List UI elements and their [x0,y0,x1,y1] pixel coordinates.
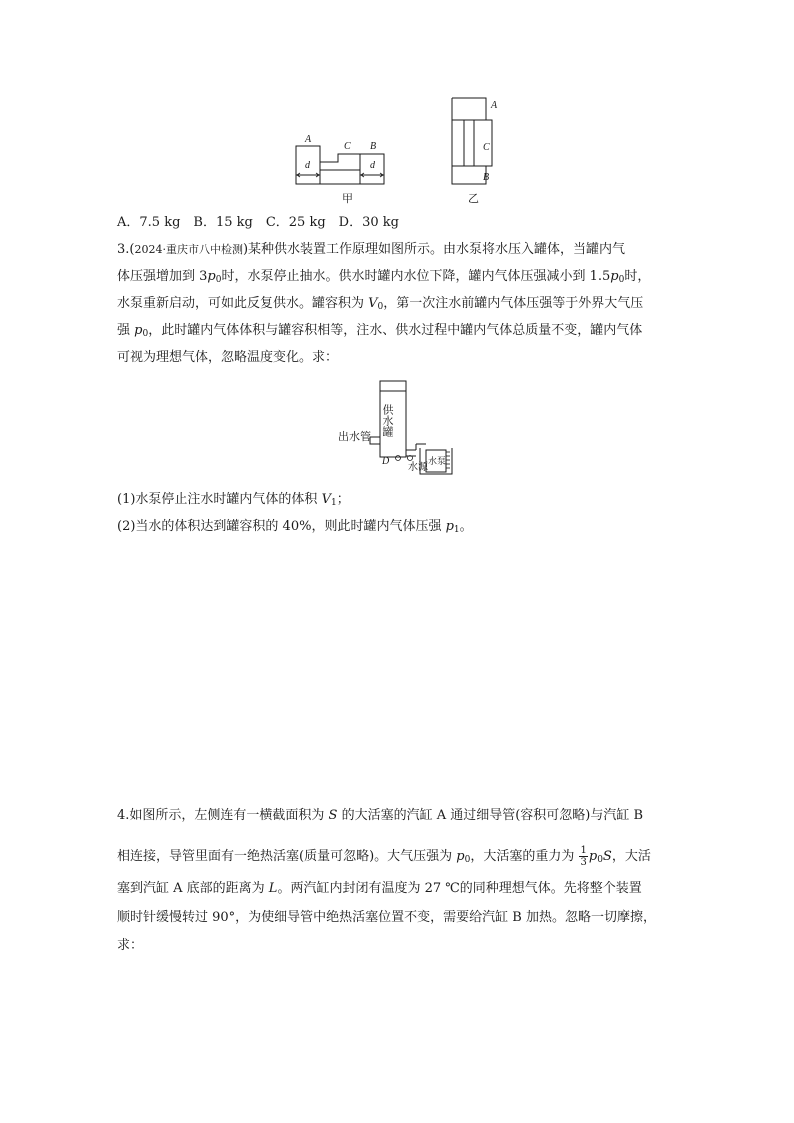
jia-label-a: A [305,134,312,145]
jia-label-b: B [370,141,377,152]
jia-label-d2: d [370,160,375,171]
figure-jia [290,132,400,206]
yi-caption: 乙 [468,193,479,205]
pump-label: 水泵 [428,456,447,466]
q3-line-1: 3.(2024·重庆市八中检测)某种供水装置工作原理如图所示。由水泵将水压入罐体，当罐内气 [117,242,626,257]
q3-line-3: 水泵重新启动，可如此反复供水。罐容积为 $V_0$，第一次注水前罐内气体压强等于外界大气压 [117,296,644,312]
q3-line-4: 强 $p_0$，此时罐内气体体积与罐容积相等，注水、供水过程中罐内气体总质量不变，罐内气体 [117,323,643,339]
q4-line-1: 4.如图所示，左侧连有一横截面积为 S 的大活塞的汽缸 A 通过细导管(容积可忽略)与汽缸 B [117,808,644,823]
yi-label-c: C [483,142,490,153]
source-label: 水源 [408,462,428,473]
q3-sub-2: (2)当水的体积达到罐容积的 40%，则此时罐内气体压强 $p_1$。 [117,519,473,535]
yi-label-a: A [491,100,498,111]
jia-caption: 甲 [342,193,353,205]
figure-yi [446,94,506,206]
jia-label-d1: d [305,160,310,171]
q3-line-5: 可视为理想气体，忽略温度变化。求： [117,350,339,365]
yi-label-b: B [483,172,490,183]
gravity-fraction: $\frac{1}{3}$ [580,845,587,868]
q4-line-2: 相连接，导管里面有一绝热活塞(质量可忽略)。大气压强为 $p_0$，大活塞的重力为 $\frac{1}{3}$ $p_0S$，大活 [117,845,651,868]
q3-source: 2024·重庆市八中检测 [134,243,243,256]
tank-label-char-1: 供水罐 [381,404,393,437]
jia-label-c: C [344,141,351,152]
tank-label-d: D [382,456,390,467]
q3-sub-1: (1)水泵停止注水时罐内气体的体积 $V_1$； [117,492,350,508]
q3-line-2: 体压强增加到 $3p_0$时，水泵停止抽水。供水时罐内水位下降，罐内气体压强减小到 $1.5p_0$时， [117,269,651,285]
figure-water-tank [336,378,460,476]
outlet-label: 出水管 [338,431,371,443]
q4-line-4: 顺时针缓慢转过 90°，为使细导管中绝热活塞位置不变，需要给汽缸 B 加热。忽略一切摩擦， [117,910,656,925]
q4-line-3: 塞到汽缸 A 底部的距离为 L。两汽缸内封闭有温度为 27 ℃的同种理想气体。先将整个装置 [117,881,642,896]
q4-line-5: 求： [117,938,144,953]
q2-options: A．7.5 kg B．15 kg C．25 kg D．30 kg [117,215,399,230]
